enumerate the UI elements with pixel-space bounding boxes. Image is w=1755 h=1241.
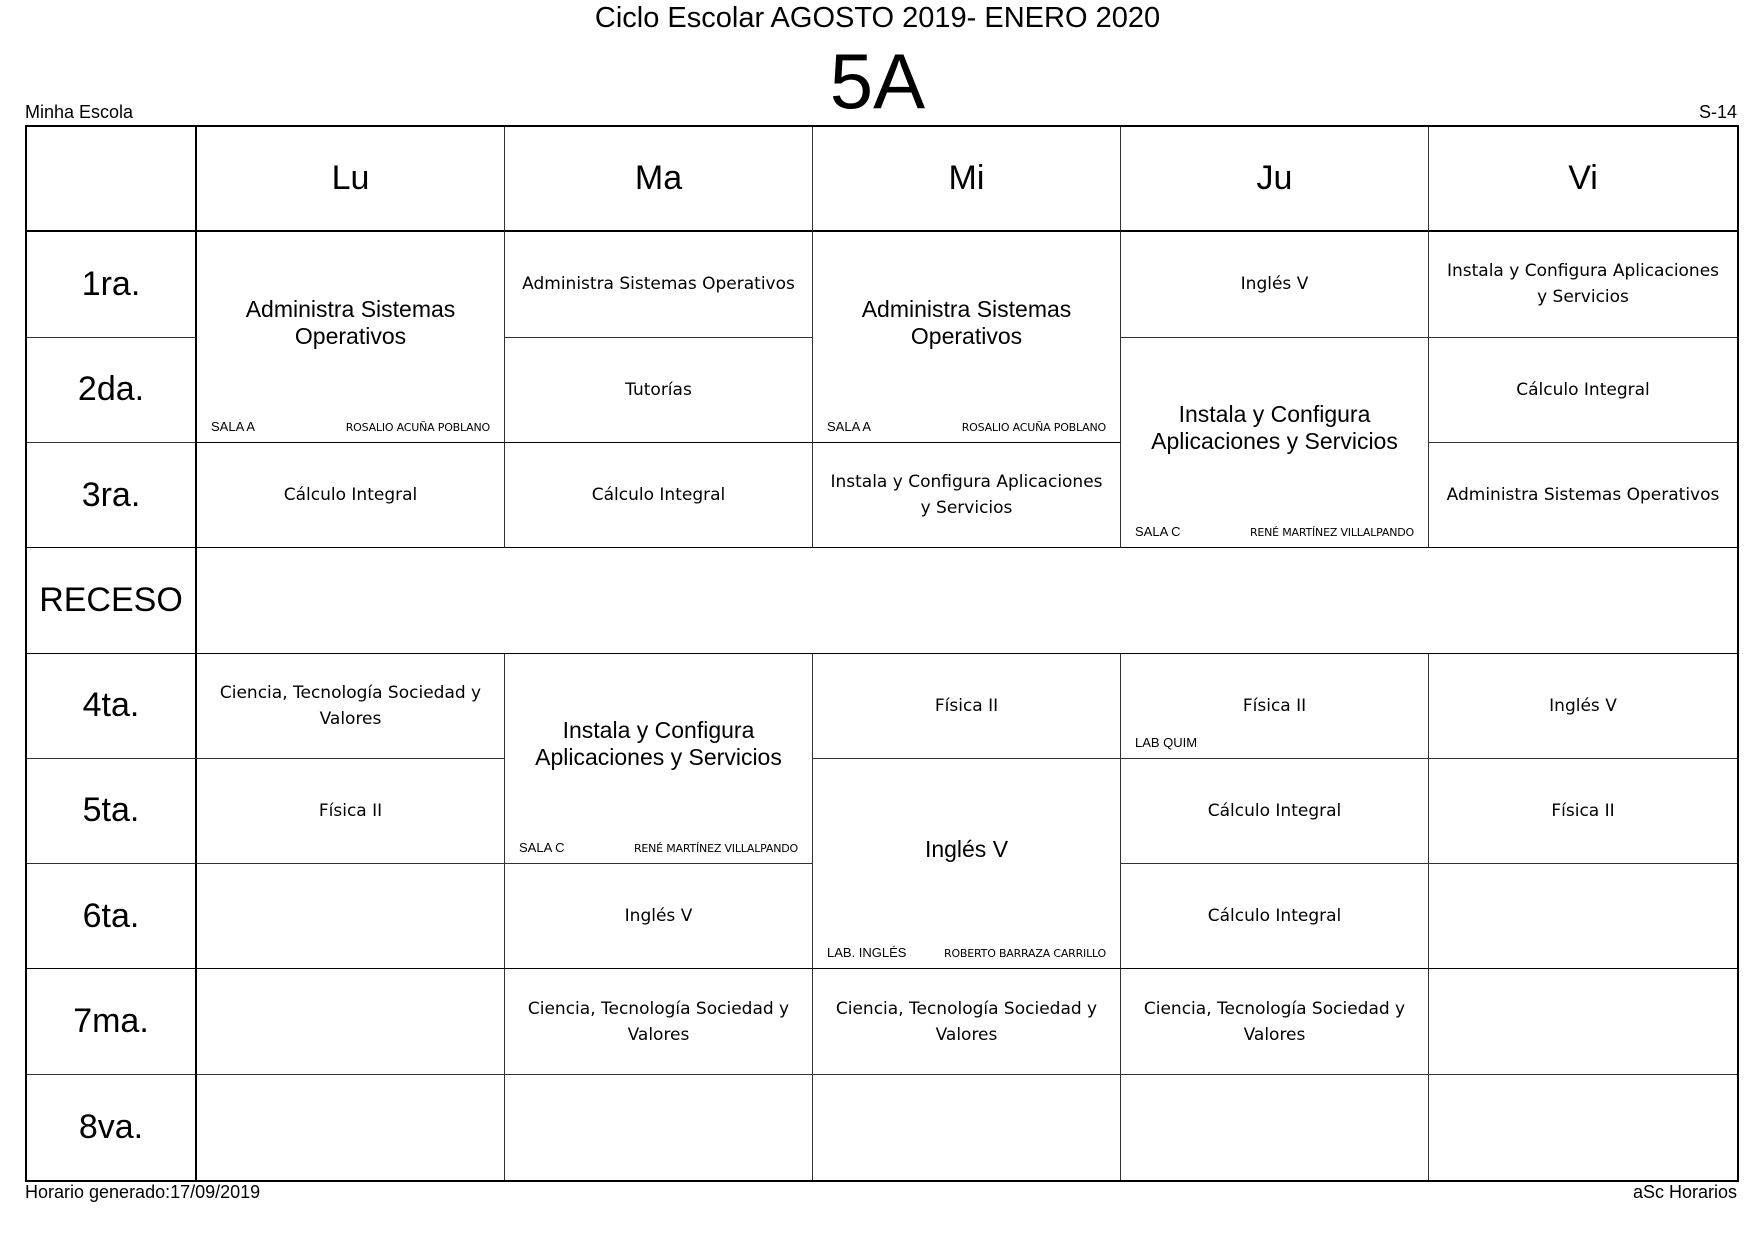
lesson-room: SALA A [211,418,256,434]
lesson-subject: Instala y Configura Aplicaciones y Servicios [1151,401,1398,455]
lesson-subject: Administra Sistemas Operativos [522,274,795,295]
lesson-cell [1121,864,1429,969]
empty-cell [1429,969,1737,1074]
software-credit: aSc Horarios [1632,1182,1737,1202]
lesson-cell [1121,759,1429,864]
group-title: 5A [829,37,926,125]
lesson-subject: Física II [1242,695,1307,716]
lesson-subject: Ciencia, Tecnología Sociedad y Valores [835,998,1098,1045]
lesson-subject: Física II [318,800,383,821]
lesson-teacher: RENÉ MARTÍNEZ VILLALPANDO [633,842,798,856]
school-cycle-title: Ciclo Escolar AGOSTO 2019- ENERO 2020 [594,2,1161,34]
lesson-subject: Ciencia, Tecnología Sociedad y Valores [1143,998,1406,1045]
empty-cell [813,1075,1121,1180]
empty-cell [1429,864,1737,969]
period-label-recess: RECESO [27,548,197,653]
period-label-5: 5ta. [27,759,197,864]
empty-cell [197,864,505,969]
lesson-cell [505,654,813,865]
lesson-cell [1429,654,1737,759]
lesson-cell [197,759,505,864]
lesson-subject: Administra Sistemas Operativos [861,296,1072,350]
timetable-grid [25,125,1739,1182]
lesson-cell [1121,338,1429,549]
recess-band [197,548,1737,653]
lesson-subject: Cálculo Integral [1207,906,1342,927]
lesson-teacher: ROBERTO BARRAZA CARRILLO [944,947,1106,961]
period-label-2: 2da. [27,338,197,443]
lesson-subject: Instala y Configura Aplicaciones y Servicios [535,717,782,771]
period-label-4: 4ta. [27,654,197,759]
day-header-lu: Lu [197,127,505,232]
lesson-subject: Ciencia, Tecnología Sociedad y Valores [527,998,790,1045]
lesson-cell [505,969,813,1074]
lesson-subject: Física II [934,695,999,716]
lesson-subject: Física II [1551,800,1615,821]
lesson-teacher: RENÉ MARTÍNEZ VILLALPANDO [1249,526,1414,540]
lesson-subject: Instala y Configura Aplicaciones y Servicios [1446,261,1720,308]
empty-cell [1429,1075,1737,1180]
lesson-teacher: ROSALIO ACUÑA POBLANO [345,420,490,434]
lesson-cell [197,232,505,443]
lesson-cell [505,232,813,337]
period-label-1: 1ra. [27,232,197,337]
lesson-cell [197,654,505,759]
lesson-subject: Cálculo Integral [1516,379,1650,400]
lesson-room: LAB QUIM [1135,734,1198,750]
corner-cell [27,127,197,232]
lesson-cell [813,232,1121,443]
empty-cell [1121,1075,1429,1180]
lesson-cell [505,338,813,443]
lesson-subject: Cálculo Integral [1207,800,1342,821]
lesson-room: SALA C [1135,524,1181,540]
period-label-7: 7ma. [27,969,197,1074]
day-header-vi: Vi [1429,127,1737,232]
lesson-subject: Inglés V [924,836,1009,863]
day-header-ma: Ma [505,127,813,232]
lesson-cell [1121,654,1429,759]
lesson-teacher: ROSALIO ACUÑA POBLANO [961,420,1106,434]
lesson-subject: Inglés V [1549,695,1617,716]
lesson-cell [197,443,505,548]
lesson-cell [505,864,813,969]
lesson-subject: Administra Sistemas Operativos [1446,485,1720,506]
lesson-cell [1429,338,1737,443]
period-label-3: 3ra. [27,443,197,548]
lesson-cell [813,969,1121,1074]
lesson-subject: Ciencia, Tecnología Sociedad y Valores [219,682,482,729]
day-header-ju: Ju [1121,127,1429,232]
lesson-room: SALA C [519,840,565,856]
lesson-cell [813,759,1121,970]
period-label-8: 8va. [27,1075,197,1180]
lesson-cell [1121,969,1429,1074]
period-label-6: 6ta. [27,864,197,969]
lesson-cell [1429,759,1737,864]
classroom-code: S-14 [1698,102,1737,122]
lesson-room: LAB. INGLÉS [827,945,907,961]
lesson-cell [1429,443,1737,548]
lesson-subject: Cálculo Integral [283,485,418,506]
school-name: Minha Escola [25,102,134,122]
empty-cell [505,1075,813,1180]
lesson-subject: Inglés V [1240,274,1309,295]
day-header-mi: Mi [813,127,1121,232]
lesson-subject: Cálculo Integral [591,485,726,506]
lesson-cell [813,654,1121,759]
lesson-subject: Administra Sistemas Operativos [245,296,456,350]
lesson-cell [1429,232,1737,337]
lesson-cell [813,443,1121,548]
lesson-cell [505,443,813,548]
generated-date: Horario generado:17/09/2019 [25,1182,261,1202]
empty-cell [197,1075,505,1180]
lesson-subject: Tutorías [625,379,692,400]
lesson-room: SALA A [827,418,872,434]
lesson-subject: Inglés V [624,906,693,927]
lesson-cell [1121,232,1429,337]
lesson-subject: Instala y Configura Aplicaciones y Servicios [830,472,1103,519]
empty-cell [197,969,505,1074]
